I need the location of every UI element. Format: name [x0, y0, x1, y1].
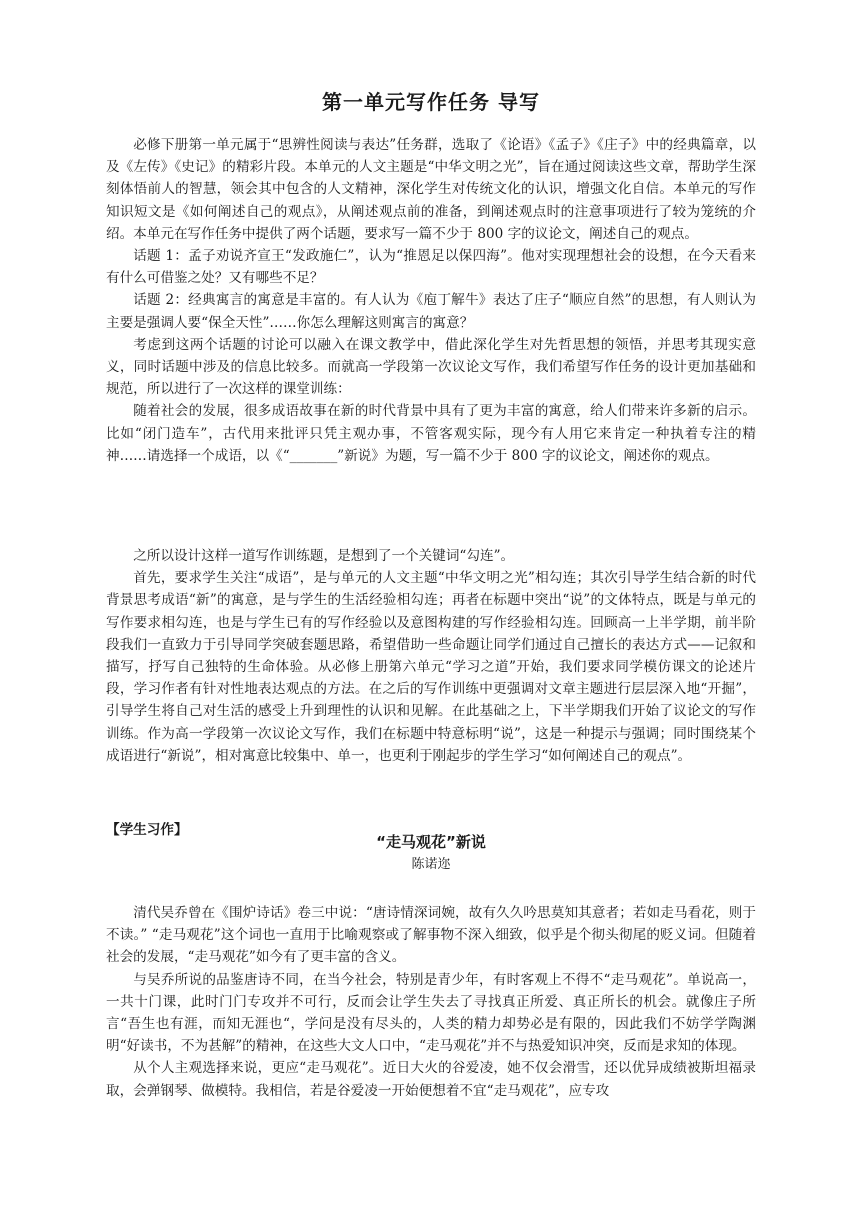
- analysis-section: [106, 545, 756, 767]
- page-title: 第一单元写作任务 导写: [322, 90, 540, 114]
- analysis-paragraph-1: 之所以设计这样一道写作训练题，是想到了一个关键词“勾连”。: [133, 548, 515, 564]
- topic-1-paragraph: 话题 1：孟子劝说齐宣王“发政施仁”，认为“推恩足以保四海”。他对实现理想社会的设想，在今天看来有什么可借鉴之处？又有哪些不足？: [106, 248, 756, 287]
- student-essay-label: 【学生习作】: [106, 822, 188, 838]
- analysis-paragraph-2: 首先，要求学生关注“成语”，是与单元的人文主题“中华文明之光”相勾连；其次引导学生结合新的时代背景思考成语“新”的寓意，是与学生的生活经验相勾连；再者在标题中突出“说”的文体特点，既是与单元的写作要求相勾连，也是与学生已有的写作经验以及意图构建的写作经验相勾连。回顾高一上半学期，前半阶段我们一直致力于引导同学突破套题思路，希望借助一些命题让同学们通过自己擅长的表达方式——记叙和描写，抒写自己独特的生命体验。从必修上册第六单元“学习之道”开始，我们要求同学模仿课文的论述片段，学习作者有针对性地表达观点的方法。在之后的写作训练中更强调对文章主题进行层层深入地“开掘”，引导学生将自己对生活的感受上升到理性的认识和见解。在此基础之上，下半学期我们开始了议论文的写作训练。作为高一学段第一次议论文写作，我们在标题中特意标明“说”，这是一种提示与强调；同时围绕某个成语进行“新说”，相对寓意比较集中、单一，也更利于刚起步的学生学习“如何阐述自己的观点”。: [106, 570, 756, 764]
- intro-section: [106, 134, 756, 467]
- essay-paragraph-1: 清代吴乔曾在《围炉诗话》卷三中说：“唐诗情深词婉，故有久久吟思莫知其意者；若如走马看花，则于不读。” “走马观花”这个词也一直用于比喻观察或了解事物不深入细致，似乎是个彻头彻尾的贬义词。但随着社会的发展，“走马观花”如今有了更丰富的含义。: [106, 905, 756, 966]
- essay-body: [106, 902, 756, 1102]
- design-paragraph: 考虑到这两个话题的讨论可以融入在课文教学中，借此深化学生对先哲思想的领悟，并思考其现实意义，同时话题中涉及的信息比较多。而就高一学段第一次议论文写作，我们希望写作任务的设计更加基础和规范，所以进行了一次这样的课堂训练：: [106, 336, 756, 398]
- essay-title: “走马观花”新说: [376, 833, 486, 851]
- intro-paragraph: 必修下册第一单元属于“思辨性阅读与表达”任务群，选取了《论语》《孟子》《庄子》中的经典篇章，以及《左传》《史记》的精彩片段。本单元的人文主题是“中华文明之光”，旨在通过阅读这些文章，帮助学生深刻体悟前人的智慧，领会其中包含的人文精神，深化学生对传统文化的认识，增强文化自信。本单元的写作知识短文是《如何阐述自己的观点》，从阐述观点前的准备，到阐述观点时的注意事项进行了较为笼统的介绍。本单元在写作任务中提供了两个话题，要求写一篇不少于 800 字的议论文，阐述自己的观点。: [106, 137, 756, 242]
- essay-paragraph-3: 从个人主观选择来说，更应“走马观花”。近日大火的谷爱凌，她不仅会滑雪，还以优异成绩被斯坦福录取，会弹钢琴、做模特。我相信，若是谷爱凌一开始便想着不宜“走马观花”，应专攻: [106, 1060, 756, 1099]
- essay-author: 陈诺迩: [411, 857, 451, 872]
- essay-paragraph-2: 与吴乔所说的品鉴唐诗不同，在当今社会，特别是青少年，有时客观上不得不“走马观花”。单说高一，一共十门课，此时门门专攻并不可行，反而会让学生失去了寻找真正所爱、真正所长的机会。就像庄子所言“吾生也有涯，而知无涯也“，学问是没有尽头的，人类的精力却势必是有限的，因此我们不妨学学陶渊明“好读书，不为甚解”的精神，在这些大文人口中，“走马观花”并不与热爱知识冲突，反而是求知的体现。: [106, 971, 756, 1055]
- prompt-paragraph: 随着社会的发展，很多成语故事在新的时代背景中具有了更为丰富的寓意，给人们带来许多新的启示。比如“闭门造车”，古代用来批评只凭主观办事，不管客观实际，现今有人用它来肯定一种执着专注的精神……请选择一个成语，以《“_______”新说》为题，写一篇不少于 800 字的议论文，阐述你的观点。: [106, 403, 756, 464]
- topic-2-paragraph: 话题 2：经典寓言的寓意是丰富的。有人认为《庖丁解牛》表达了庄子“顺应自然”的思想，有人则认为主要是强调人要“保全天性”……你怎么理解这则寓言的寓意？: [106, 292, 756, 331]
